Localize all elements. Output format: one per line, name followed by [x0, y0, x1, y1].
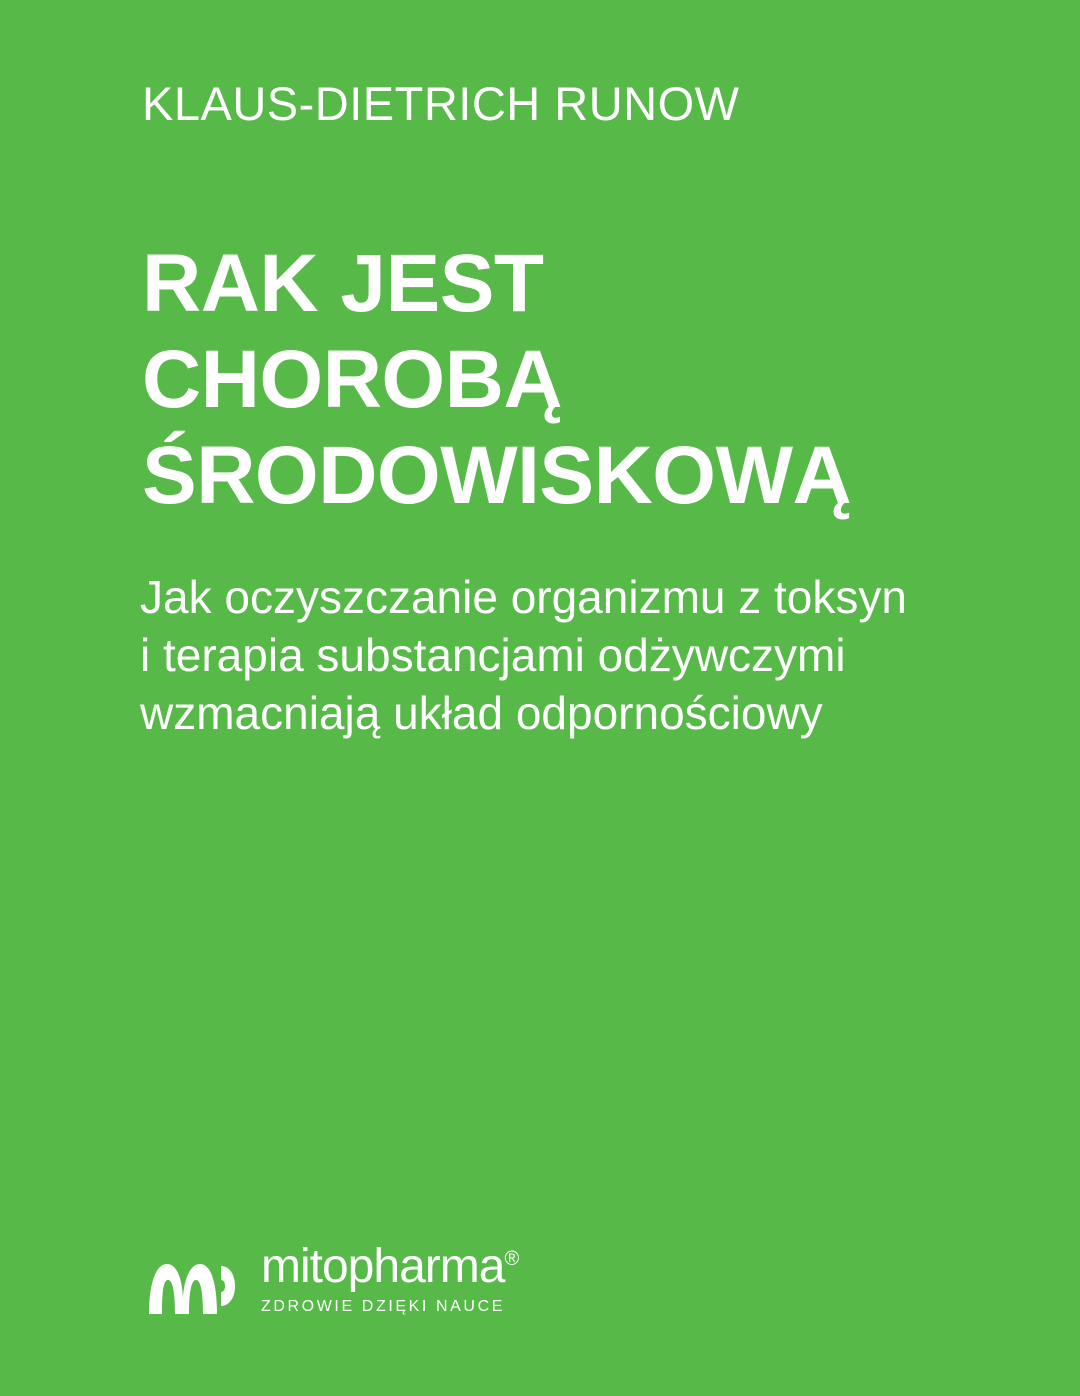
author-name: KLAUS-DIETRICH RUNOW — [142, 77, 740, 130]
publisher-tagline: ZDROWIE DZIĘKI NAUCE — [261, 1298, 506, 1315]
subtitle-line-1: Jak oczyszczanie organizmu z toksyn — [140, 571, 907, 623]
book-title — [142, 236, 1002, 524]
publisher-logo — [145, 1240, 519, 1318]
subtitle-line-2: i terapia substancjami odżywczymi — [140, 629, 846, 681]
title-line-1: RAK JEST — [142, 238, 544, 329]
publisher-name-text: mitopharma — [261, 1240, 505, 1293]
subtitle-line-3: wzmacniają układ odpornościowy — [140, 687, 823, 739]
publisher-text — [261, 1240, 519, 1318]
registered-mark: ® — [504, 1248, 519, 1270]
book-subtitle — [140, 568, 1020, 742]
title-line-2: CHOROBĄ — [142, 334, 563, 425]
mitopharma-m-wave-icon — [145, 1256, 245, 1318]
title-line-3: ŚRODOWISKOWĄ — [142, 430, 852, 521]
publisher-name — [261, 1240, 519, 1293]
